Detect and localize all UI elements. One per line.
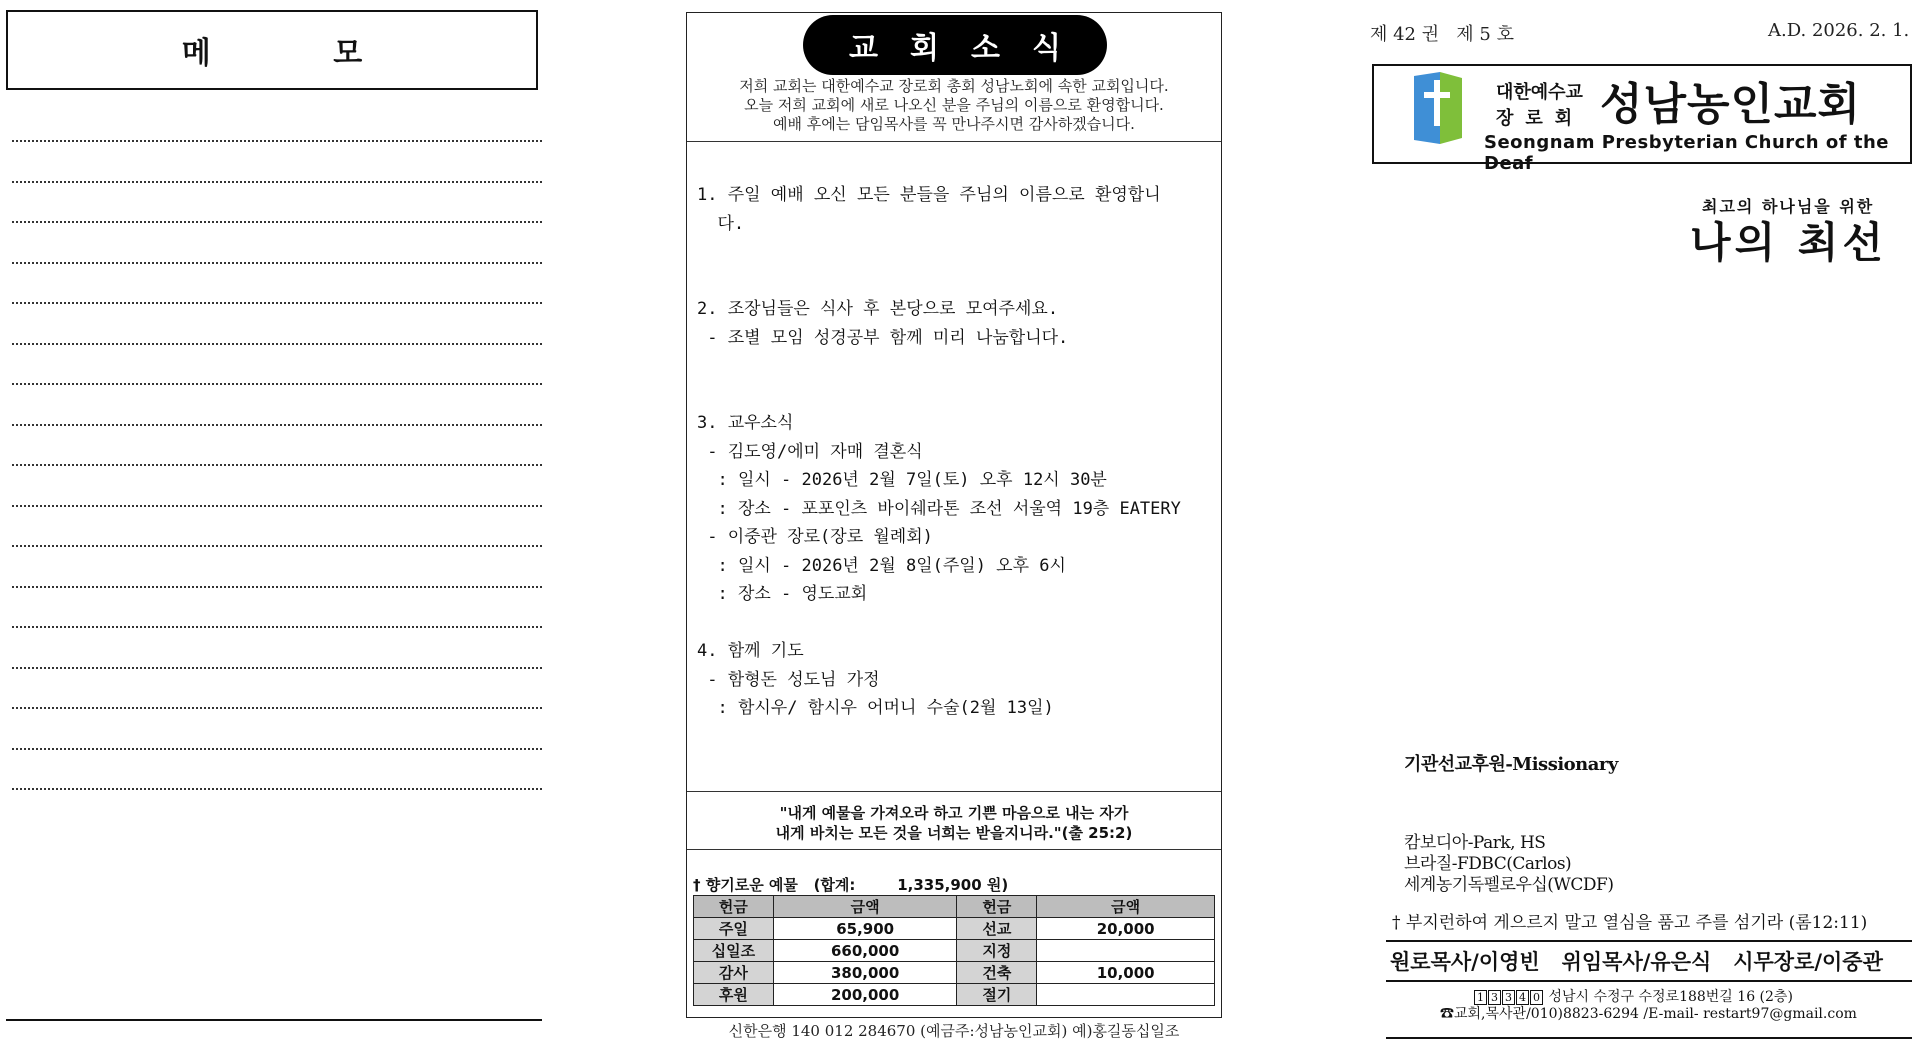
offering-label: † 향기로운 예물 [693,876,798,894]
memo-writing-line [12,586,542,588]
news-verse-divider-top [687,791,1221,792]
news-line: : 장소 - 영도교회 [697,584,868,604]
offering-table [693,895,1215,1006]
offering-category: 감사 [694,962,774,984]
offering-row [694,962,1215,984]
news-line [697,381,1217,410]
memo-writing-line [12,707,542,709]
news-line: : 일시 - 2026년 2월 7일(토) 오후 12시 30분 [697,470,1107,490]
offering-amount [1037,940,1215,962]
news-body [697,181,1217,723]
slogan-subtitle: 최고의 하나님을 위한 [1702,197,1875,216]
news-title: 교회소식 [803,15,1107,75]
news-line: : 장소 - 포포인츠 바이쉐라톤 조선 서울역 19층 EATERY [697,498,1181,519]
memo-writing-line [12,626,542,628]
memo-writing-line [12,464,542,466]
offering-table-header [694,896,1215,918]
bank-info: 신한은행 140 012 284670 (예금주:성남농인교회) 예)홍길동십일조 [728,1022,1180,1040]
memo-writing-line [12,424,542,426]
church-header-box [1372,64,1912,174]
offering-amount: 200,000 [773,984,957,1006]
news-line: 4. 함께 기도 [697,641,804,661]
memo-writing-line [12,262,542,264]
church-denomination-line2: 장로회 [1496,108,1585,129]
news-intro-line: 예배 후에는 담임목사를 꼭 만나주시면 감사하겠습니다. [773,115,1135,133]
memo-writing-line [12,221,542,223]
offering-row [694,940,1215,962]
issue-date: A.D. 2026. 2. 1. [1768,20,1910,41]
news-intro-divider [687,141,1221,142]
slogan-title: 나의 최선 [1690,218,1887,267]
mission-title: 기관선교후원-Missionary [1404,754,1618,775]
mission-item: 세계농기독펠로우십(WCDF) [1404,875,1614,895]
offering-col-header: 금액 [773,896,957,918]
memo-writing-line [12,140,542,142]
news-line: - 조별 모임 성경공부 함께 미리 나눔합니다. [697,327,1069,348]
offering-amount: 65,900 [773,918,957,940]
news-line: - 이중관 장로(장로 월례회) [697,527,933,547]
memo-writing-line [12,181,542,183]
staff-divider-top [1386,940,1912,942]
bible-verse: † 부지런하여 게으르지 말고 열심을 품고 주를 섬기라 (롬12:11) [1392,913,1868,933]
memo-writing-line [12,302,542,304]
offering-category: 지정 [957,940,1037,962]
news-line: 3. 교우소식 [697,413,794,433]
contact-divider-bottom [1386,1037,1912,1039]
offering-amount: 10,000 [1037,962,1215,984]
staff-list: 원로목사/이영빈 위임목사/유은식 시무장로/이중관 [1390,950,1883,974]
address-text: 성남시 수정구 수정로188번길 16 (2층) [1544,989,1793,1005]
memo-writing-line [12,505,542,507]
postcode-digit: 3 [1502,990,1515,1005]
news-line [697,267,1217,296]
news-intro-line: 저희 교회는 대한예수교 장로회 총회 성남노회에 속한 교회입니다. [739,77,1169,95]
offering-category: 주일 [694,918,774,940]
offering-total-value: 1,335,900 원) [897,876,1009,894]
church-logo-icon [1410,70,1466,146]
news-line [697,238,1217,267]
news-line: 2. 조장님들은 식사 후 본당으로 모여주세요. [697,299,1059,319]
offering-category: 절기 [957,984,1037,1006]
memo-title: 메 모 [6,10,538,90]
offering-category: 십일조 [694,940,774,962]
memo-writing-line [12,383,542,385]
memo-writing-line [12,788,542,790]
offering-verse-line: "내게 예물을 가져오라 하고 기쁜 마음으로 내는 자가 [779,804,1129,822]
offering-header [693,874,1008,895]
news-verse-divider-bottom [687,849,1221,850]
offering-col-header: 헌금 [694,896,774,918]
offering-verse-line: 내게 바치는 모든 것을 너희는 받을지니라."(출 25:2) [775,824,1133,842]
church-name-english: Seongnam Presbyterian Church of the Deaf [1484,132,1889,174]
offering-amount: 20,000 [1037,918,1215,940]
offering-col-header: 금액 [1037,896,1215,918]
staff-divider-bottom [1386,980,1912,982]
church-name-korean: 성남농인교회 [1600,79,1862,130]
offering-verse [687,803,1221,843]
postcode-digit: 3 [1488,990,1501,1005]
postcode-digit: 0 [1530,990,1543,1005]
mission-item: 브라질-FDBC(Carlos) [1404,854,1572,874]
memo-bottom-divider [6,1019,542,1021]
offering-amount: 380,000 [773,962,957,984]
news-line: - 함형돈 성도님 가정 [697,669,880,690]
news-intro [687,77,1221,134]
offering-col-header: 헌금 [957,896,1037,918]
mission-item: 캄보디아-Park, HS [1404,833,1546,853]
memo-writing-line [12,343,542,345]
memo-writing-line [12,667,542,669]
offering-row [694,984,1215,1006]
offering-category: 후원 [694,984,774,1006]
news-line: 1. 주일 예배 오신 모든 분들을 주님의 이름으로 환영합니 [697,185,1161,205]
news-intro-line: 오늘 저희 교회에 새로 나오신 분을 주님의 이름으로 환영합니다. [744,96,1164,114]
news-panel [686,12,1222,1018]
postcode-digit: 4 [1516,990,1529,1005]
offering-amount: 660,000 [773,940,957,962]
church-denomination-line1: 대한예수교 [1496,82,1583,103]
news-line: : 일시 - 2026년 2월 8일(주일) 오후 6시 [697,555,1066,576]
church-contact: ☎교회,목사관/010)8823-6294 /E-mail- restart97@gmail.com [1440,1006,1857,1022]
memo-panel [6,10,542,1020]
offering-category: 건축 [957,962,1037,984]
news-line: - 김도영/에미 자매 결혼식 [697,441,923,462]
news-line: : 함시우/ 함시우 어머니 수술(2월 13일) [697,698,1054,718]
postcode-digit: 1 [1474,990,1487,1005]
offering-total-label: (합계: [813,876,856,894]
offering-category: 선교 [957,918,1037,940]
news-line: 다. [697,213,745,234]
news-line [697,352,1217,381]
offering-amount [1037,984,1215,1006]
news-line [697,609,1217,638]
issue-number: 제 42 권 제 5 호 [1370,24,1514,45]
memo-writing-line [12,545,542,547]
offering-row [694,918,1215,940]
memo-writing-line [12,748,542,750]
